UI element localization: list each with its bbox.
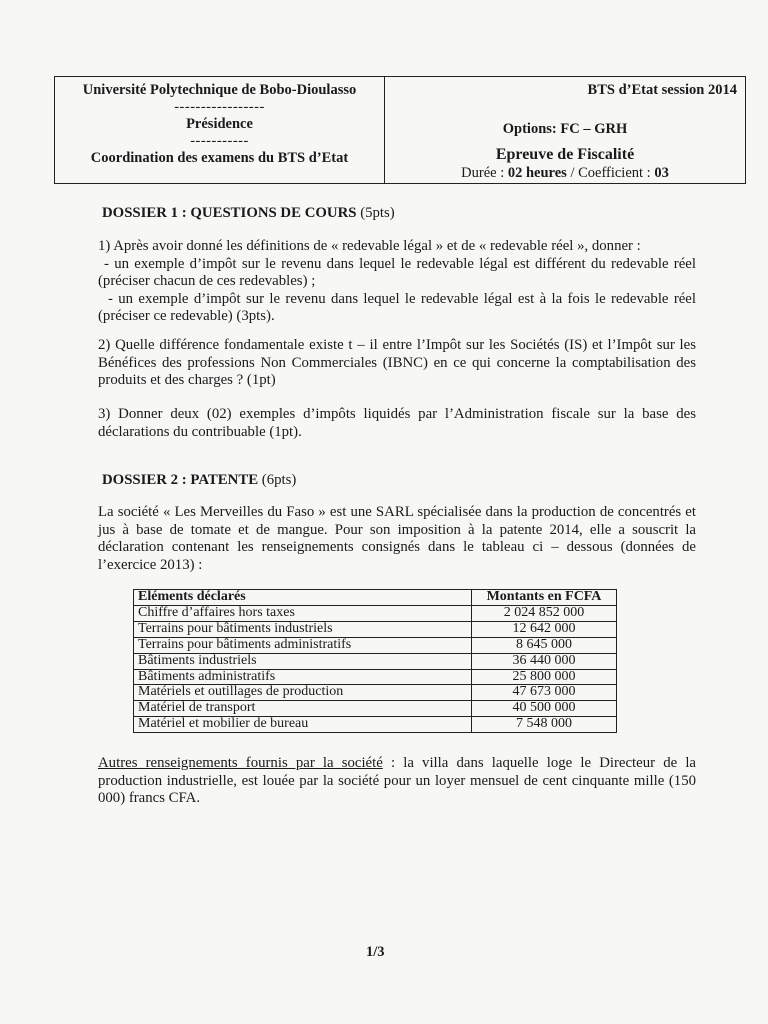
autres-renseignements <box>98 755 696 808</box>
table-cell-amount: 36 440 000 <box>472 653 617 669</box>
header-exam-info <box>385 77 745 183</box>
page-number: 1/3 <box>366 944 385 960</box>
table-row <box>134 701 617 717</box>
table-cell-label: Chiffre d’affaires hors taxes <box>134 605 472 621</box>
university-name: Université Polytechnique de Bobo-Dioulasso <box>82 82 357 98</box>
question-2: 2) Quelle différence fondamentale existe t – il entre l’Impôt sur les Sociétés (IS) et l’Impôt sur les Bénéfices des professions Non Commerciales (IBNC) en ce qui concerne la comptabilisation des produits et des charges ? (1pt) <box>98 337 696 388</box>
coef-label: / Coefficient : <box>566 165 655 181</box>
dossier1-title <box>102 205 395 222</box>
separator: ----------- <box>190 133 249 149</box>
table-cell-label: Bâtiments industriels <box>134 653 472 669</box>
coordination-label: Coordination des examens du BTS d’Etat <box>90 150 349 166</box>
table-cell-amount: 40 500 000 <box>472 701 617 717</box>
duree-coefficient <box>385 165 745 182</box>
table-cell-label: Matériel et mobilier de bureau <box>134 717 472 733</box>
duree-value: 02 heures <box>507 165 567 181</box>
table-cell-label: Matériel de transport <box>134 701 472 717</box>
dossier2-heading: DOSSIER 2 : PATENTE <box>102 472 259 488</box>
table-cell-amount: 7 548 000 <box>472 717 617 733</box>
coef-value: 03 <box>654 165 669 181</box>
table-row <box>134 717 617 733</box>
dossier2-intro: La société « Les Merveilles du Faso » est une SARL spécialisée dans la production de concentrés et jus à base de tomate et de mangue. Pour son imposition à la patente 2014, elle a souscrit la déclaration contenant les renseignements consignés dans le tableau ci – dessous (données de l’exercice 2013) : <box>98 504 696 573</box>
dossier2-points: (6pts) <box>258 472 297 488</box>
table-cell-label: Terrains pour bâtiments industriels <box>134 621 472 637</box>
dossier1-points: (5pts) <box>356 205 395 221</box>
table-header-cell: Eléments déclarés <box>134 590 472 606</box>
question-1-text: 1) Après avoir donné les définitions de « redevable légal » et de « redevable réel », donner : <box>98 238 641 254</box>
table-cell-amount: 12 642 000 <box>472 621 617 637</box>
epreuve-title: Epreuve de Fiscalité <box>495 146 635 163</box>
table-row <box>134 669 617 685</box>
question-1a-text: - un exemple d’impôt sur le revenu dans lequel le redevable légal est différent du redevable réel (préciser chacun de ces redevables) ; <box>98 255 696 289</box>
options-label: Options: FC – GRH <box>502 121 628 137</box>
autres-label: Autres renseignements fournis par la société <box>98 755 383 771</box>
table-row <box>134 637 617 653</box>
table-row <box>134 685 617 701</box>
presidence-label: Présidence <box>186 116 253 132</box>
dossier1-heading: DOSSIER 1 : QUESTIONS DE COURS <box>102 205 357 221</box>
table-row <box>134 605 617 621</box>
table-cell-amount: 47 673 000 <box>472 685 617 701</box>
question-1 <box>98 238 696 326</box>
table-cell-amount: 8 645 000 <box>472 637 617 653</box>
table-header-cell: Montants en FCFA <box>472 590 617 606</box>
duree-label: Durée : <box>461 165 508 181</box>
table-cell-label: Bâtiments administratifs <box>134 669 472 685</box>
header-institution <box>55 77 385 183</box>
table-cell-label: Terrains pour bâtiments administratifs <box>134 637 472 653</box>
patente-table <box>133 589 617 733</box>
question-1b-text: - un exemple d’impôt sur le revenu dans lequel le redevable légal est à la fois le redevable réel (préciser ce redevable) (3pts). <box>98 290 696 324</box>
question-3: 3) Donner deux (02) exemples d’impôts liquidés par l’Administration fiscale sur la base des déclarations du contribuable (1pt). <box>98 406 696 440</box>
separator: ----------------- <box>174 99 265 115</box>
table-cell-amount: 2 024 852 000 <box>472 605 617 621</box>
dossier2-title <box>102 472 296 489</box>
table-row <box>134 653 617 669</box>
table-row <box>134 621 617 637</box>
table-header-row <box>134 590 617 606</box>
session-label: BTS d’Etat session 2014 <box>587 82 737 98</box>
table-cell-amount: 25 800 000 <box>472 669 617 685</box>
autres-text: : la villa dans laquelle loge le Directeur de la production industrielle, est louée par la société pour un loyer mensuel de cent cinquante mille (150 000) francs CFA. <box>98 755 697 806</box>
table-cell-label: Matériels et outillages de production <box>134 685 472 701</box>
header-box <box>54 76 746 184</box>
